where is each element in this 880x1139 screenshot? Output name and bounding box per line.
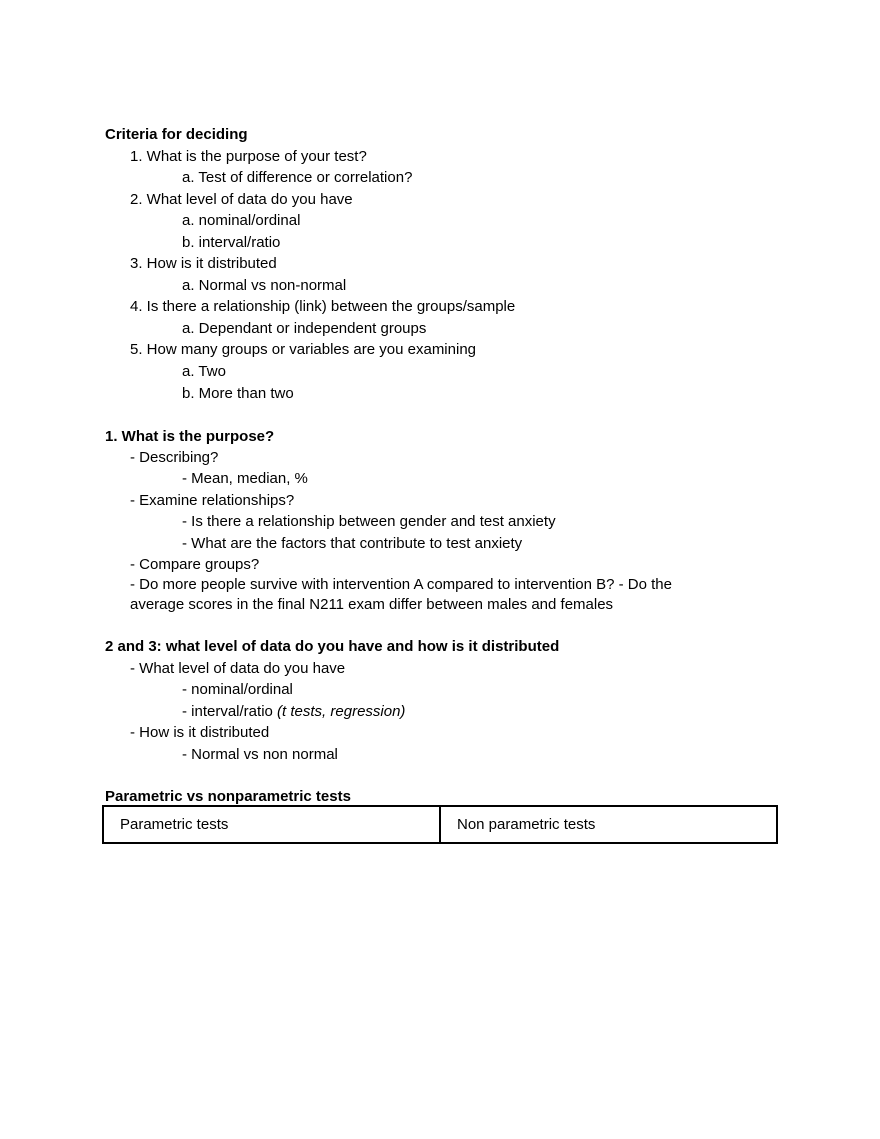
level-item: - How is it distributed bbox=[130, 724, 270, 741]
table-cell-nonparametric: Non parametric tests bbox=[439, 807, 776, 842]
criteria-item: 1. What is the purpose of your test? bbox=[130, 148, 367, 165]
purpose-subitem: - Is there a relationship between gender and test anxiety bbox=[182, 513, 556, 530]
purpose-item: - Do more people survive with intervention A compared to intervention B? - Do the bbox=[130, 576, 672, 593]
purpose-heading: 1. What is the purpose? bbox=[105, 428, 275, 445]
criteria-item: 5. How many groups or variables are you examining bbox=[130, 341, 477, 358]
purpose-item: - Compare groups? bbox=[130, 556, 260, 573]
criteria-subitem: a. Dependant or independent groups bbox=[182, 320, 427, 337]
tests-table bbox=[102, 805, 778, 844]
level-heading: 2 and 3: what level of data do you have and how is it distributed bbox=[105, 638, 560, 655]
criteria-subitem: b. interval/ratio bbox=[182, 234, 281, 251]
criteria-subitem: a. Test of difference or correlation? bbox=[182, 169, 413, 186]
purpose-item: - Describing? bbox=[130, 449, 219, 466]
purpose-item: average scores in the final N211 exam differ between males and females bbox=[130, 596, 614, 613]
purpose-subitem: - Mean, median, % bbox=[182, 470, 308, 487]
criteria-item: 4. Is there a relationship (link) between the groups/sample bbox=[130, 298, 516, 315]
criteria-subitem: a. Normal vs non-normal bbox=[182, 277, 347, 294]
purpose-subitem: - What are the factors that contribute to test anxiety bbox=[182, 535, 523, 552]
purpose-item: - Examine relationships? bbox=[130, 492, 295, 509]
criteria-subitem: a. nominal/ordinal bbox=[182, 212, 301, 229]
criteria-item: 2. What level of data do you have bbox=[130, 191, 353, 208]
level-subitem: - Normal vs non normal bbox=[182, 746, 338, 763]
level-subitem-text: - interval/ratio bbox=[182, 703, 273, 720]
criteria-item: 3. How is it distributed bbox=[130, 255, 277, 272]
criteria-subitem: a. Two bbox=[182, 363, 226, 380]
interval-note: (t tests, regression) bbox=[277, 703, 406, 720]
tests-heading: Parametric vs nonparametric tests bbox=[105, 788, 351, 805]
level-item: - What level of data do you have bbox=[130, 660, 346, 677]
criteria-subitem: b. More than two bbox=[182, 385, 294, 402]
criteria-heading: Criteria for deciding bbox=[105, 126, 248, 143]
level-subitem: - nominal/ordinal bbox=[182, 681, 293, 698]
level-subitem bbox=[182, 703, 405, 721]
table-cell-parametric: Parametric tests bbox=[120, 816, 229, 833]
